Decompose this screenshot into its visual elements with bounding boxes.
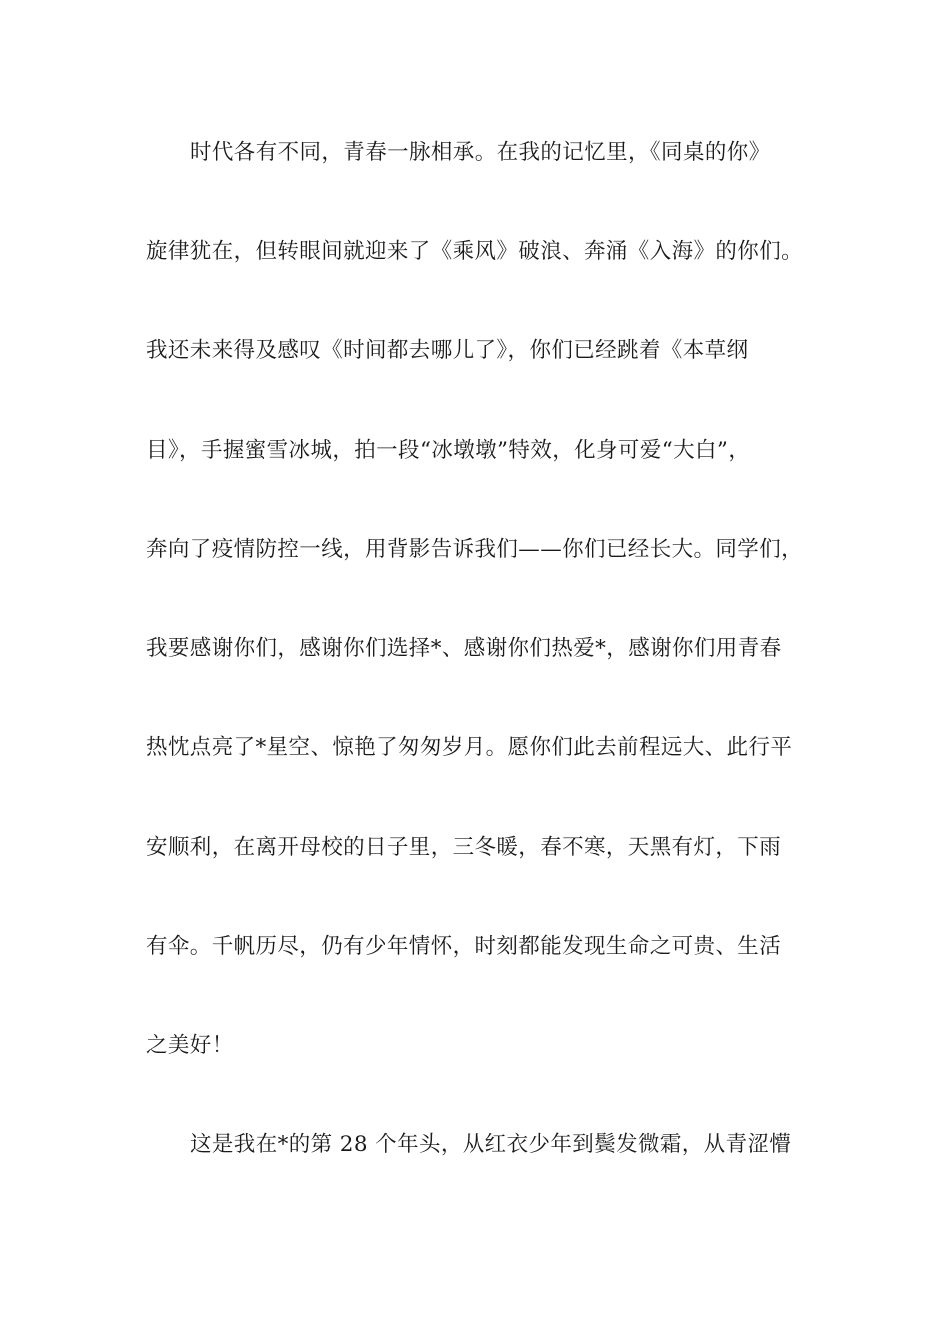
paragraph-1-line-3: 我还未来得及感叹《时间都去哪儿了》，你们已经跳着《本草纲 <box>146 338 749 363</box>
paragraph-1-line-1: 时代各有不同，青春一脉相承。在我的记忆里，《同桌的你》 <box>190 140 771 165</box>
paragraph-1-line-8: 安顺利，在离开母校的日子里，三冬暖，春不寒，天黑有灯，下雨 <box>146 835 782 860</box>
paragraph-1-line-7: 热忱点亮了*星空、惊艳了匆匆岁月。愿你们此去前程远大、此行平 <box>146 735 793 760</box>
paragraph-1-line-6: 我要感谢你们，感谢你们选择*、感谢你们热爱*，感谢你们用青春 <box>146 636 782 661</box>
paragraph-1-line-5: 奔向了疫情防控一线，用背影告诉我们——你们已经长大。同学们， <box>146 537 804 562</box>
paragraph-2-line-1: 这是我在*的第 28 个年头，从红衣少年到鬓发微霜，从青涩懵 <box>190 1132 792 1157</box>
paragraph-1-line-2: 旋律犹在，但转眼间就迎来了《乘风》破浪、奔涌《入海》的你们。 <box>146 239 804 264</box>
paragraph-1-line-10: 之美好！ <box>146 1033 234 1058</box>
paragraph-1-line-4: 目》，手握蜜雪冰城，拍一段“冰墩墩”特效，化身可爱“大白”， <box>146 438 751 463</box>
paragraph-1-line-9: 有伞。千帆历尽，仍有少年情怀，时刻都能发现生命之可贵、生活 <box>146 934 782 959</box>
